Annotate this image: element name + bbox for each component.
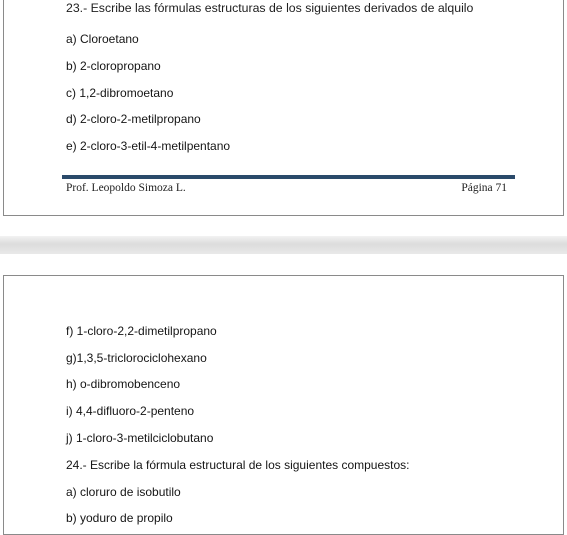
- list-item: a) cloruro de isobutilo: [66, 485, 181, 499]
- exercise-23-heading: 23.- Escribe las fórmulas estructuras de los siguientes derivados de alquilo: [66, 1, 474, 15]
- footer-author: Prof. Leopoldo Simoza L.: [66, 182, 186, 194]
- list-item: h) o-dibromobenceno: [66, 377, 181, 391]
- footer-divider: [62, 175, 515, 179]
- list-item: c) 1,2-dibromoetano: [66, 86, 174, 100]
- list-item: b) yoduro de propilo: [66, 511, 173, 525]
- list-item: g)1,3,5-triclorociclohexano: [66, 351, 207, 365]
- page-separator: [0, 236, 567, 254]
- document-page-bottom: [3, 275, 564, 535]
- list-item: b) 2-cloropropano: [66, 59, 161, 73]
- list-item: i) 4,4-difluoro-2-penteno: [66, 404, 195, 418]
- list-item: e) 2-cloro-3-etil-4-metilpentano: [66, 139, 231, 153]
- footer-page-number: Página 71: [461, 182, 507, 194]
- list-item: d) 2-cloro-2-metilpropano: [66, 112, 201, 126]
- exercise-24-heading: 24.- Escribe la fórmula estructural de los siguientes compuestos:: [66, 458, 410, 472]
- list-item: f) 1-cloro-2,2-dimetilpropano: [66, 324, 217, 338]
- list-item: j) 1-cloro-3-metilciclobutano: [66, 431, 214, 445]
- document-page-top: [3, 0, 564, 216]
- list-item: a) Cloroetano: [66, 32, 139, 46]
